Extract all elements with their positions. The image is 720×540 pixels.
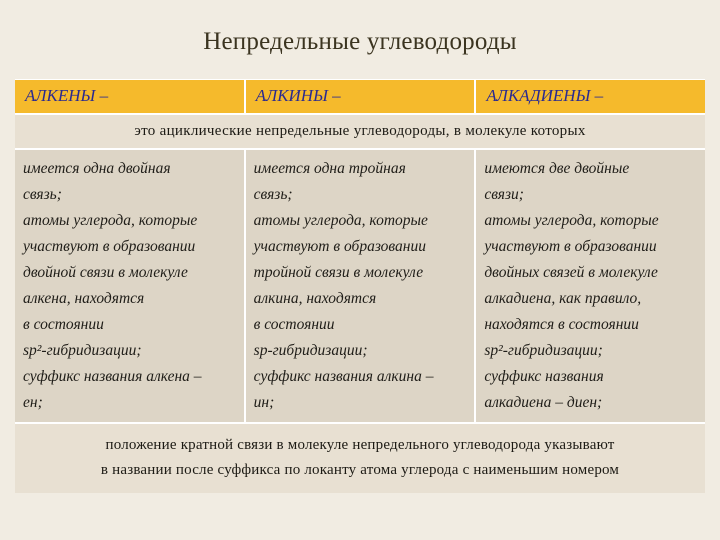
description-line: алкадиена, как правило, [484, 290, 642, 307]
definition-row: это ациклические непредельные углеводороды, в молекуле которых [15, 115, 705, 150]
footer-line: положение кратной связи в молекуле непредельного углеводорода указывают [105, 437, 615, 453]
description-line: двойных связей в молекуле [484, 264, 658, 281]
description-line: атомы углерода, которые [23, 212, 198, 229]
description-line: в состоянии [253, 316, 335, 333]
description-line: имеется одна двойная [23, 160, 171, 177]
header-alkynes: АЛКИНЫ – [246, 80, 477, 113]
description-line: алкена, находятся [23, 290, 145, 307]
description-line: алкина, находятся [253, 290, 377, 307]
description-line: имеется одна тройная [253, 160, 406, 177]
description-line: двойной связи в молекуле [23, 264, 188, 281]
description-line: атомы углерода, которые [484, 212, 659, 229]
description-line: связь; [253, 186, 293, 203]
alkynes-description [246, 150, 477, 422]
description-line: участвуют в образовании [23, 238, 196, 255]
header-row [15, 80, 705, 115]
header-alkadienes: АЛКАДИЕНЫ – [486, 86, 604, 105]
description-line: sp-гибридизации; [253, 342, 368, 359]
slide-title: Непредельные углеводороды [203, 28, 517, 55]
comparison-table [15, 79, 705, 493]
description-line: ин; [253, 394, 275, 411]
description-line: находятся в состоянии [484, 316, 639, 333]
description-line: атомы углерода, которые [253, 212, 428, 229]
footer-line: в названии после суффикса по локанту атома углерода с наименьшим номером [100, 462, 620, 478]
description-line: тройной связи в молекуле [253, 264, 424, 281]
description-line: связи; [484, 186, 524, 203]
description-row [15, 150, 705, 424]
description-line: связь; [23, 186, 62, 203]
description-line: sp²-гибридизации; [484, 342, 603, 359]
description-line: sp²-гибридизации; [23, 342, 142, 359]
description-line: суффикс названия алкина – [253, 368, 434, 385]
description-line: алкадиена – диен; [484, 394, 603, 411]
description-line: участвуют в образовании [484, 238, 657, 255]
description-line: суффикс названия [484, 368, 604, 385]
description-line: имеются две двойные [484, 160, 630, 177]
description-line: участвуют в образовании [253, 238, 426, 255]
footer-row [15, 424, 705, 493]
alkadienes-description [476, 150, 705, 422]
description-line: суффикс названия алкена – [23, 368, 202, 385]
header-alkenes: АЛКЕНЫ – [15, 80, 246, 113]
alkenes-description [15, 150, 246, 422]
description-line: ен; [23, 394, 43, 411]
description-line: в состоянии [23, 316, 104, 333]
